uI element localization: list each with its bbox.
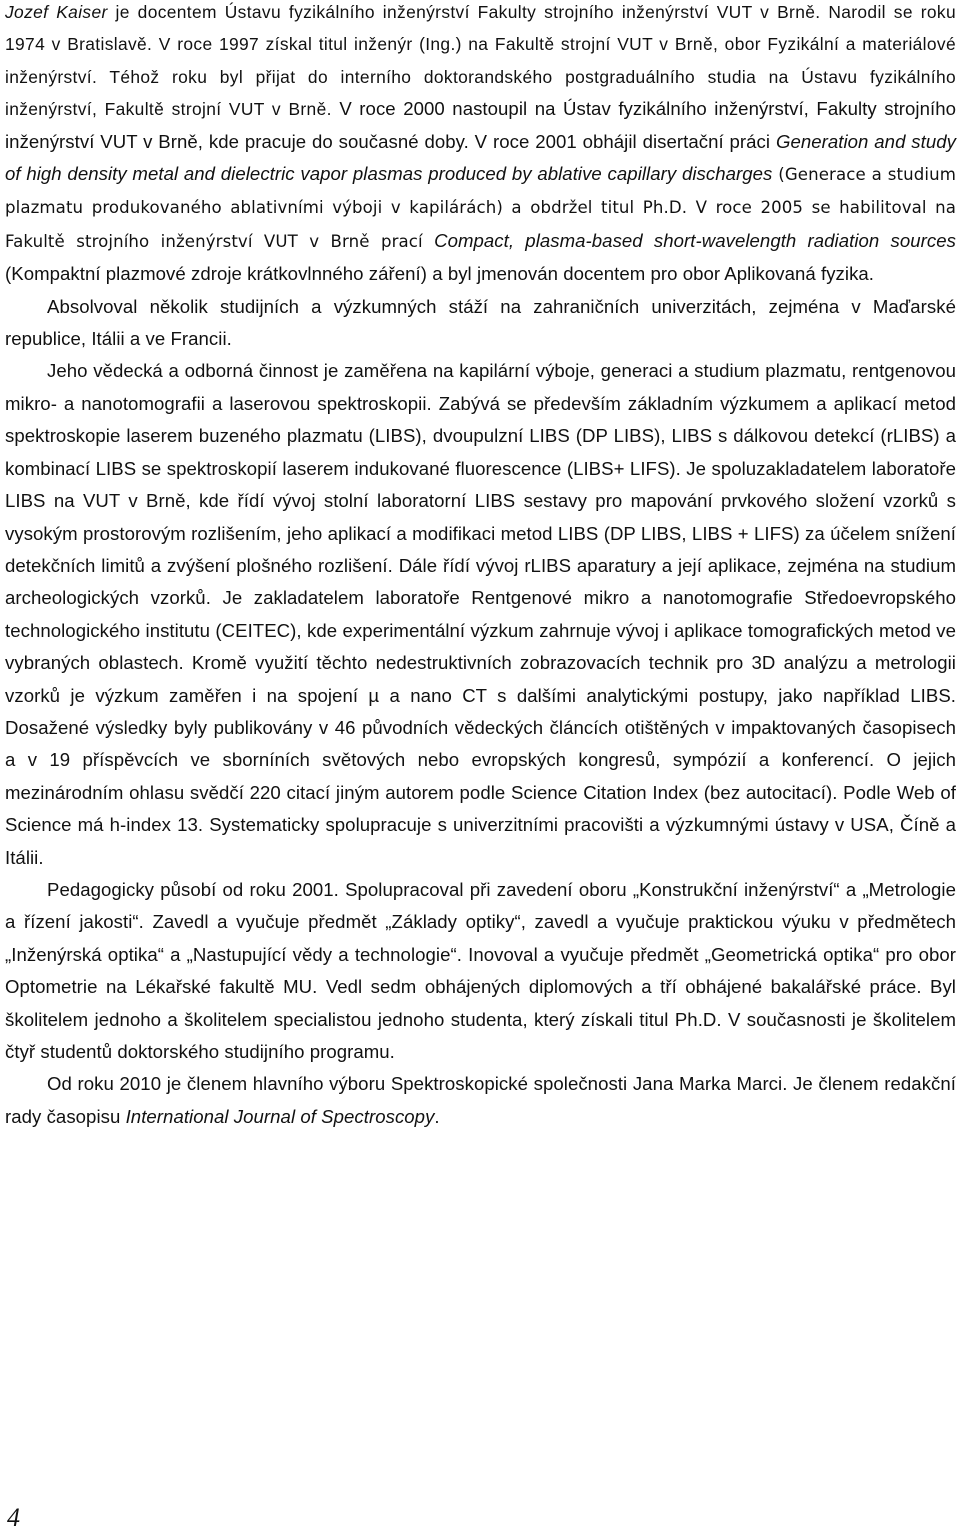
page-number: 4	[7, 1503, 20, 1532]
biography-habilitation: (Kompaktní plazmové zdroje krátkovlnného záření) a byl jmenován docentem pro obor Aplikovaná fyzika.	[5, 263, 875, 285]
thesis-title: Generation and study of high density metal and dielectric vapor plasmas produced by ablative capillary discharges	[5, 130, 956, 185]
journal-title: International Journal of Spectroscopy	[125, 1105, 435, 1127]
memberships-text: Od roku 2010 je členem hlavního výboru Spektroskopické společnosti Jana Marka Marci. Je členem redakční rady časopisu	[5, 1073, 956, 1127]
paragraph-memberships	[5, 1068, 956, 1133]
biography-thesis-translation: (Generace a studium plazmatu produkovaného ablativními výboji v kapilárách) a obdržel titul Ph.D. V roce 2005 se habilitoval na Fakultě strojního inženýrství VUT v Brně prací	[5, 165, 957, 251]
paragraph-teaching: Pedagogicky působí od roku 2001. Spolupracoval při zavedení oboru „Konstrukční inženýrství“ a „Metrologie a řízení jakosti“. Zavedl a vyučuje předmět „Základy optiky“, zavedl a vyučuje praktickou výuku v předmětech „Inženýrská optika“ a „Nastupující vědy a technologie“. Inovoval a vyučuje předmět „Geometrická optika“ pro obor Optometrie na Lékařské fakultě MU. Vedl sedm obhájených diplomových a tří obhájené bakalářské práce. Byl školitelem jednoho a školitelem specialistou jednoho studenta, který získali titul Ph.D. V současnosti je školitelem čtyř studentů doktorského studijního programu.	[5, 878, 956, 1062]
memberships-end: .	[434, 1105, 440, 1127]
paragraph-internships: Absolvoval několik studijních a výzkumných stáží na zahraničních univerzitách, zejména v Maďarské republice, Itálii a ve Francii.	[5, 295, 956, 350]
biography-doctoral-study: Téhož roku byl přijat do interního doktorandského postgraduálního studia na Ústavu fyzikálního inženýrství, Fakultě strojní VUT v Brně.	[5, 66, 956, 120]
paragraph-research: Jeho vědecká a odborná činnost je zaměřena na kapilární výboje, generaci a studium plazmatu, rentgenovou mikro- a nanotomografii a laserovou spektroskopii. Zabývá se především základním výzkumem a aplikací metod spektroskopie laserem buzeného plazmatu (LIBS), dvoupulzní LIBS (DP LIBS), LIBS s dálkovou detekcí (rLIBS) a kombinací LIBS se spektroskopií laserem indukované fluorescence (LIBS+ LIFS). Je spoluzakladatelem laboratoře LIBS na VUT v Brně, kde řídí vývoj stolní laboratorní LIBS sestavy pro mapování prvkového složení vzorků s vysokým prostorovým rozlišením, jeho aplikací a modifikaci metod LIBS (DP LIBS, LIBS + LIFS) za účelem snížení detekčních limitů a zvýšení plošného rozlišení. Dále řídí vývoj rLIBS aparatury a její aplikace, zejména na studium archeologických vzorků. Je zakladatelem laboratoře Rentgenové mikro a nanotomografie Středoevropského technologického institutu (CEITEC), kde experimentální výzkum zahrnuje vývoj i aplikace tomografických metod ve vybraných oblastech. Kromě využití těchto nedestruktivních zobrazovacích technik pro 3D analýzu a metrologii vzorků je výzkum zaměřen i na spojení µ a nano CT s dalšími analytickými postupy, jako například LIBS. Dosažené výsledky byly publikovány v 46 původních vědeckých článcích otištěných v impaktovaných časopisech a v 19 příspěvcích ve sborníních světových nebo evropských kongresů, sympózií a konferencí. O jejich mezinárodním ohlasu svědčí 220 citací jiným autorem podle Science Citation Index (bez autocitací). Podle Web of Science má h-index 13. Systematicky spolupracuje s univerzitními pracovišti a výzkumnými ústavy v USA, Číně a Itálii.	[5, 360, 956, 868]
biography-intro: je docentem Ústavu fyzikálního inženýrství Fakulty strojního inženýrství VUT v Brně. Narodil se roku 1974 v Bratislavě. V roce 1997 získal titul inženýr (Ing.) na Fakultě strojní VUT v Brně, obor Fyzikální a materiálové inženýrství.	[5, 2, 956, 87]
paragraph-biography	[5, 0, 956, 291]
person-name: Jozef Kaiser	[5, 2, 108, 22]
habilitation-title: Compact, plasma-based short-wavelength radiation sources	[434, 229, 956, 251]
biography-career: V roce 2000 nastoupil na Ústav fyzikálního inženýrství, Fakulty strojního inženýrství VUT v Brně, kde pracuje do současné doby. V roce 2001 obhájil disertační práci	[5, 98, 956, 152]
